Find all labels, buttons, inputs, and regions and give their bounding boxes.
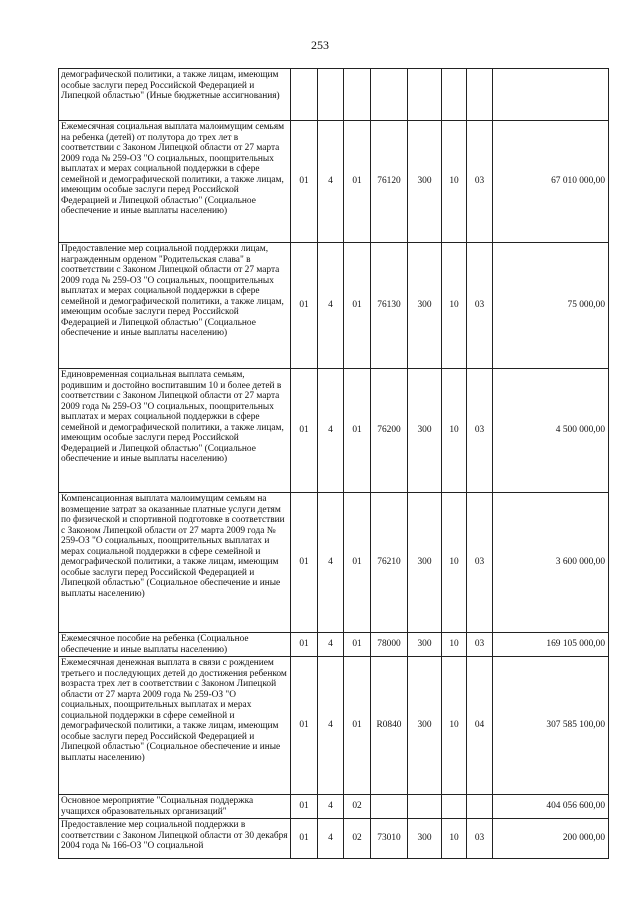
row-description: Ежемесячная социальная выплата малоимущим семьям на ребенка (детей) от полутора до трех лет в соответствии с Законом Липецкой области от 27 марта 2009 года № 259-ОЗ "О социальных, поощрительных выплатах и мерах социальной поддержки в сфере семейной и демографической политики, а также лицам, имеющим особые заслуги перед Российской Федерацией и Липецкой областью" (Социальное обеспечение и иные выплаты населению) [59,121,291,243]
cell-subprogram: 4 [318,633,344,657]
cell-amount: 307 585 100,00 [493,657,609,795]
cell-program [291,69,318,121]
cell-program: 01 [291,795,318,819]
row-description: демографической политики, а также лицам, имеющим особые заслуги перед Российской Федерацией и Липецкой областью" (Иные бюджетные ассигнования) [59,69,291,121]
cell-program: 01 [291,633,318,657]
cell-amount: 75 000,00 [493,243,609,369]
cell-expense-type: 300 [408,633,442,657]
cell-expense-type: 300 [408,493,442,633]
cell-amount [493,69,609,121]
table-row [59,657,609,795]
cell-direction: 76130 [371,243,408,369]
cell-section [442,69,467,121]
row-description: Компенсационная выплата малоимущим семьям на возмещение затрат за оказанные платные услуги детям по физической и спортивной подготовке в соответствии с Законом Липецкой области от 27 марта 2009 года № 259-ОЗ "О социальных, поощрительных выплатах и мерах социальной поддержки в сфере семейной и демографической политики, а также лицам, имеющим особые заслуги перед Российской Федерацией и Липецкой областью" (Социальное обеспечение и иные выплаты населению) [59,493,291,633]
cell-subsection: 03 [467,243,493,369]
row-description: Единовременная социальная выплата семьям, родившим и достойно воспитавшим 10 и более детей в соответствии с Законом Липецкой области от 27 марта 2009 года № 259-ОЗ "О социальных, поощрительных выплатах и мерах социальной поддержки в сфере семейной и демографической политики, а также лицам, имеющим особые заслуги перед Российской Федерацией и Липецкой областью" (Социальное обеспечение и иные выплаты населению) [59,369,291,493]
cell-main-event [344,69,371,121]
cell-expense-type: 300 [408,369,442,493]
cell-subprogram: 4 [318,243,344,369]
cell-direction [371,795,408,819]
cell-program: 01 [291,243,318,369]
cell-section: 10 [442,243,467,369]
cell-amount: 404 056 600,00 [493,795,609,819]
table-row [59,121,609,243]
budget-table [58,68,609,859]
cell-direction: 76210 [371,493,408,633]
cell-program: 01 [291,657,318,795]
table-row [59,819,609,859]
cell-direction: 73010 [371,819,408,859]
cell-subsection: 03 [467,819,493,859]
row-description: Основное мероприятие "Социальная поддержка учащихся образовательных организаций" [59,795,291,819]
cell-direction [371,69,408,121]
table-row [59,69,609,121]
cell-main-event: 01 [344,657,371,795]
cell-subsection [467,795,493,819]
cell-expense-type: 300 [408,657,442,795]
cell-expense-type [408,795,442,819]
cell-program: 01 [291,369,318,493]
cell-section: 10 [442,819,467,859]
cell-section [442,795,467,819]
cell-main-event: 01 [344,121,371,243]
cell-main-event: 01 [344,369,371,493]
cell-direction: 76120 [371,121,408,243]
cell-subprogram: 4 [318,819,344,859]
page-number: 253 [311,38,329,52]
table-row [59,633,609,657]
cell-subprogram [318,69,344,121]
cell-direction: 76200 [371,369,408,493]
cell-subprogram: 4 [318,657,344,795]
cell-section: 10 [442,369,467,493]
table-row [59,493,609,633]
cell-section: 10 [442,633,467,657]
cell-amount: 169 105 000,00 [493,633,609,657]
cell-expense-type: 300 [408,121,442,243]
cell-section: 10 [442,493,467,633]
row-description: Ежемесячное пособие на ребенка (Социальное обеспечение и иные выплаты населению) [59,633,291,657]
row-description: Предоставление мер социальной поддержки в соответствии с Законом Липецкой области от 30 декабря 2004 года № 166-ОЗ "О социальной [59,819,291,859]
cell-subsection: 03 [467,493,493,633]
cell-subsection: 04 [467,657,493,795]
cell-subprogram: 4 [318,795,344,819]
cell-main-event: 01 [344,243,371,369]
cell-subsection: 03 [467,369,493,493]
cell-subsection: 03 [467,633,493,657]
cell-amount: 200 000,00 [493,819,609,859]
cell-program: 01 [291,819,318,859]
cell-amount: 4 500 000,00 [493,369,609,493]
cell-subprogram: 4 [318,369,344,493]
cell-subsection [467,69,493,121]
cell-expense-type [408,69,442,121]
cell-amount: 67 010 000,00 [493,121,609,243]
cell-expense-type: 300 [408,243,442,369]
cell-main-event: 02 [344,795,371,819]
cell-subprogram: 4 [318,121,344,243]
cell-section: 10 [442,657,467,795]
cell-main-event: 01 [344,493,371,633]
cell-subprogram: 4 [318,493,344,633]
row-description: Предоставление мер социальной поддержки лицам, награжденным орденом "Родительская слава" в соответствии с Законом Липецкой области от 27 марта 2009 года № 259-ОЗ "О социальных, поощрительных выплатах и мерах социальной поддержки в сфере семейной и демографической политики, а также лицам, имеющим особые заслуги перед Российской Федерацией и Липецкой областью" (Социальное обеспечение и иные выплаты населению) [59,243,291,369]
cell-section: 10 [442,121,467,243]
cell-main-event: 01 [344,633,371,657]
table-row [59,369,609,493]
cell-direction: 78000 [371,633,408,657]
cell-program: 01 [291,493,318,633]
cell-main-event: 02 [344,819,371,859]
cell-program: 01 [291,121,318,243]
cell-direction: R0840 [371,657,408,795]
row-description: Ежемесячная денежная выплата в связи с рождением третьего и последующих детей до достижения ребенком возраста трех лет в соответствии с Законом Липецкой области от 27 марта 2009 года № 259-ОЗ "О социальных, поощрительных выплатах и мерах социальной поддержки в сфере семейной и демографической политики, а также лицам, имеющим особые заслуги перед Российской Федерацией и Липецкой областью" (Социальное обеспечение и иные выплаты населению) [59,657,291,795]
cell-subsection: 03 [467,121,493,243]
cell-expense-type: 300 [408,819,442,859]
table-row [59,795,609,819]
cell-amount: 3 600 000,00 [493,493,609,633]
table-row [59,243,609,369]
